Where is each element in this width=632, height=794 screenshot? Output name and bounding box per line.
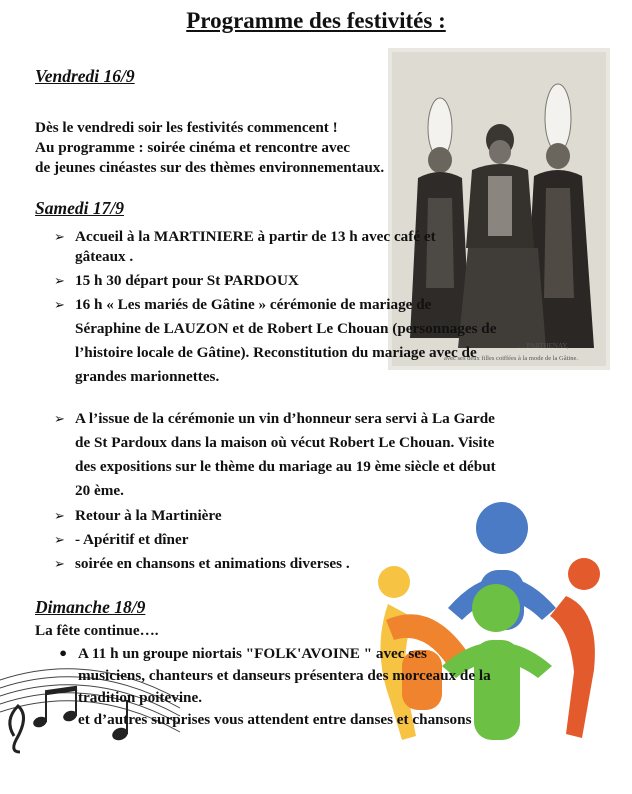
saturday-item: - Apéritif et dîner (75, 531, 189, 548)
saturday-item: soirée en chansons et animations diverses . (75, 555, 350, 572)
sunday-line: et d’autres surprises vous attendent entre danses et chansons (78, 711, 472, 728)
arrow-bullet-icon: ➢ (54, 298, 65, 313)
arrow-bullet-icon: ➢ (54, 557, 65, 572)
friday-line: Au programme : soirée cinéma et rencontre avec (35, 139, 351, 156)
saturday-item: 15 h 30 départ pour St PARDOUX (75, 272, 299, 289)
saturday-item: grandes marionnettes. (75, 368, 220, 385)
saturday-item: Retour à la Martinière (75, 507, 222, 524)
sunday-heading: Dimanche 18/9 (35, 597, 146, 617)
saturday-heading: Samedi 17/9 (35, 198, 124, 218)
saturday-item: Accueil à la MARTINIERE à partir de 13 h avec café et (75, 228, 436, 245)
photo-caption-2: avec ses deux filles coiffées à la mode de la Gâtine. (444, 355, 578, 362)
arrow-bullet-icon: ➢ (54, 230, 65, 245)
arrow-bullet-icon: ➢ (54, 509, 65, 524)
saturday-item: Séraphine de LAUZON et de Robert Le Chouan (personnages de (75, 320, 497, 337)
photo-caption-1: … PARTHENAY, (518, 342, 569, 350)
arrow-bullet-icon: ➢ (54, 274, 65, 289)
friday-line: de jeunes cinéastes sur des thèmes environnementaux. (35, 159, 385, 176)
sunday-line: musiciens, chanteurs et danseurs présentera des morceaux de la (78, 667, 491, 684)
saturday-item: A l’issue de la cérémonie un vin d’honneur sera servi à La Garde (75, 410, 495, 427)
saturday-item: des expositions sur le thème du mariage au 19 ème siècle et début (75, 458, 496, 475)
sunday-intro: La fête continue…. (35, 622, 159, 639)
bullet-dot-icon: • (58, 644, 69, 663)
saturday-item: 20 ème. (75, 482, 124, 499)
friday-heading: Vendredi 16/9 (35, 66, 135, 86)
saturday-item: de St Pardoux dans la maison où vécut Robert Le Chouan. Visite (75, 434, 495, 451)
arrow-bullet-icon: ➢ (54, 533, 65, 548)
friday-line: Dès le vendredi soir les festivités commencent ! (35, 119, 338, 136)
sunday-line: A 11 h un groupe niortais "FOLK'AVOINE " avec ses (78, 645, 427, 662)
sunday-line: tradition poitevine. (78, 689, 203, 706)
page-title: Programme des festivités : (186, 8, 446, 33)
saturday-item: 16 h « Les mariés de Gâtine » cérémonie de mariage de (75, 296, 432, 313)
arrow-bullet-icon: ➢ (54, 412, 65, 427)
saturday-item: l’histoire locale de Gâtine). Reconstitution du mariage avec de (75, 344, 477, 361)
saturday-item: gâteaux . (75, 248, 134, 265)
